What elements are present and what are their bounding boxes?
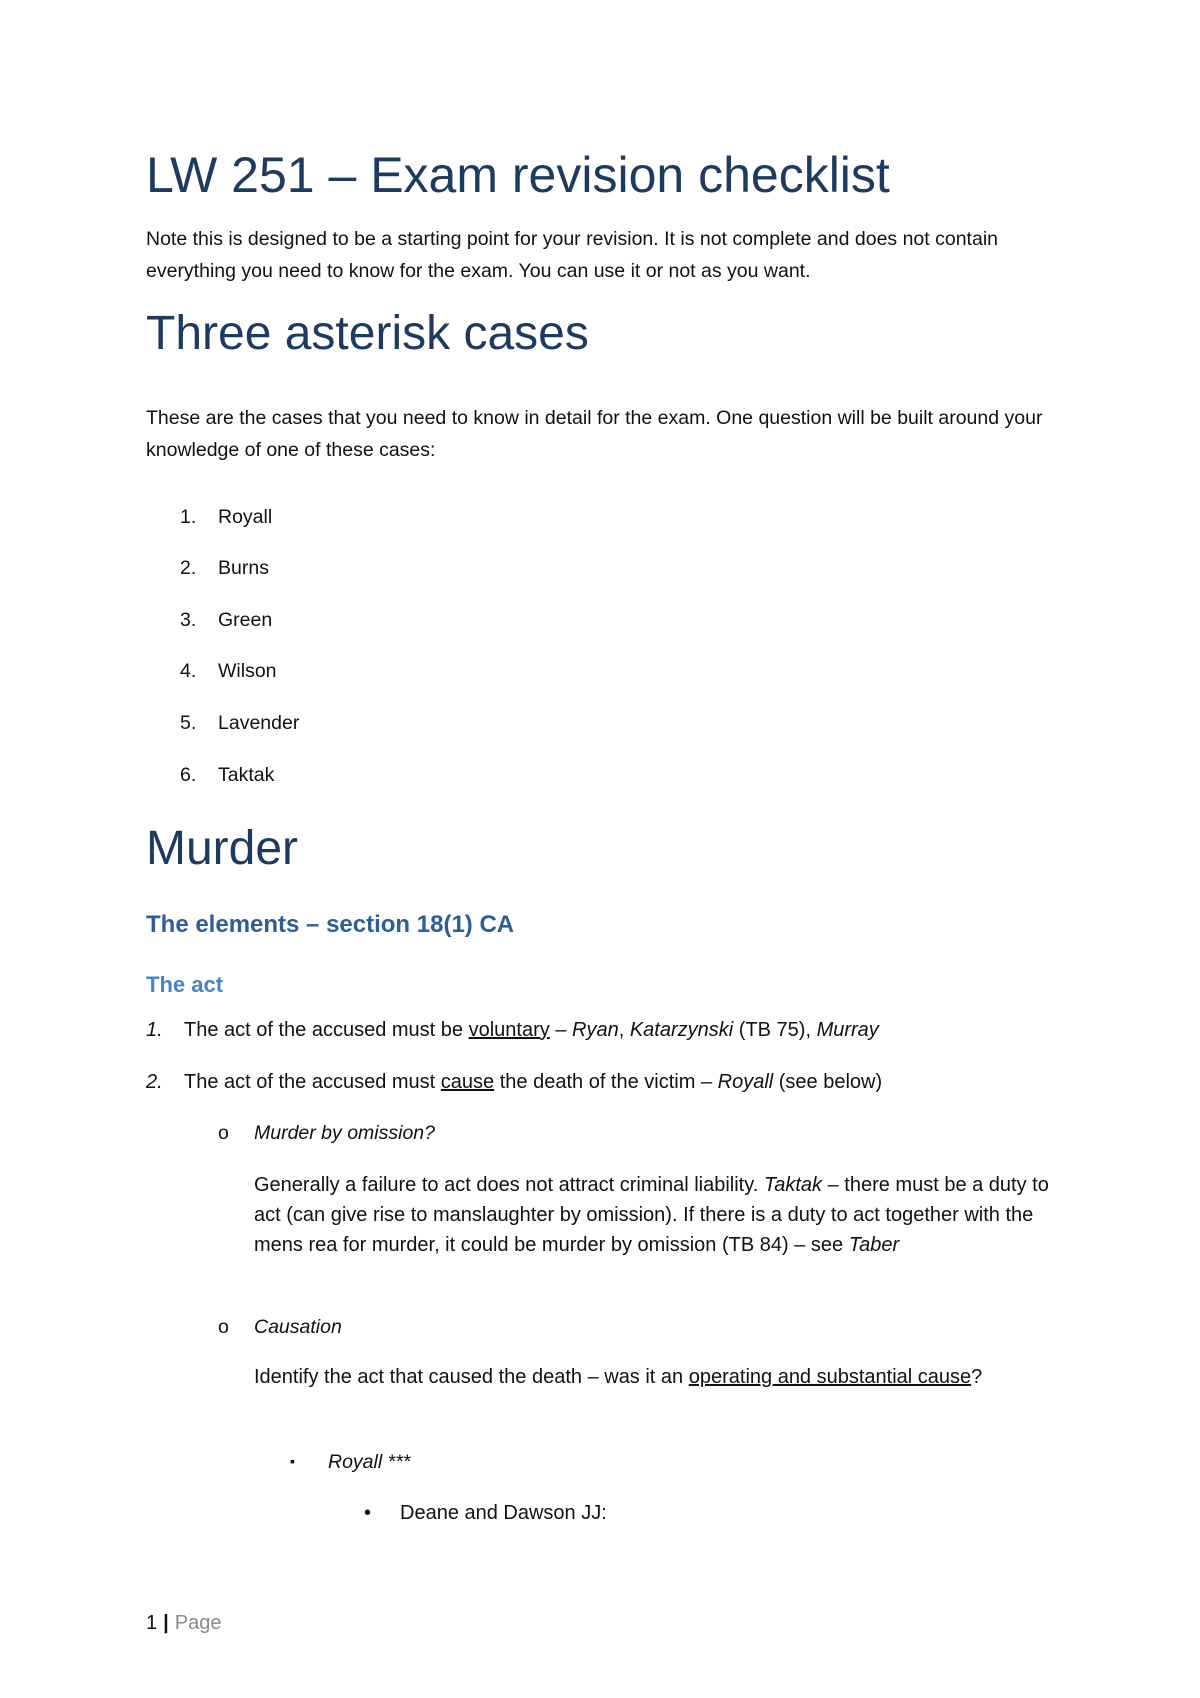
paragraph-text: Identify the act that caused the death – was it an [254, 1366, 689, 1388]
heading-murder: Murder [146, 822, 299, 875]
bullet-deane-dawson [364, 1500, 607, 1526]
case-taber: Taber [848, 1234, 900, 1256]
footer-separator: | [163, 1612, 169, 1634]
sub-sub-bullet-royall [290, 1448, 410, 1475]
omission-label: Murder by omission? [254, 1122, 435, 1144]
list-number: 5. [180, 712, 197, 734]
square-bullet-icon: ▪ [290, 1453, 295, 1469]
sub-bullet-causation [218, 1314, 342, 1340]
list-item [180, 658, 277, 684]
key-term-operating-substantial-cause: operating and substantial cause [688, 1366, 972, 1388]
list-number: 4. [180, 660, 197, 682]
list-number: 2. [146, 1071, 163, 1093]
item-text: – [549, 1019, 573, 1041]
case-royall: Royall [717, 1071, 774, 1093]
item-text: The act of the accused must [184, 1071, 441, 1093]
list-item [180, 762, 274, 788]
subheading-elements: The elements – section 18(1) CA [146, 911, 515, 938]
omission-paragraph [254, 1170, 1054, 1260]
page-number: 1 [146, 1612, 158, 1634]
sub-bullet-omission [218, 1120, 435, 1146]
list-item [180, 710, 299, 736]
case-name: Lavender [218, 712, 300, 734]
list-item [180, 504, 272, 530]
list-item [180, 555, 269, 581]
heading-three-asterisk-cases: Three asterisk cases [146, 307, 589, 360]
list-number: 1. [146, 1019, 163, 1041]
list-item [180, 607, 272, 633]
list-number: 6. [180, 764, 197, 786]
intro-paragraph: Note this is designed to be a starting point for your revision. It is not complete and does not contain everything you need to know for the exam. You can use it or not as you want. [146, 228, 998, 282]
list-number: 1. [180, 506, 197, 528]
case-name: Wilson [218, 660, 277, 682]
case-name: Royall [218, 506, 273, 528]
act-item-cause [146, 1069, 882, 1095]
list-number: 3. [180, 609, 197, 631]
dot-bullet-icon: • [364, 1502, 372, 1524]
royall-label: Royall *** [328, 1451, 411, 1473]
case-ryan: Ryan [572, 1019, 619, 1041]
item-text: (see below) [773, 1071, 883, 1093]
causation-label: Causation [254, 1316, 342, 1338]
case-katarzynski: Katarzynski [629, 1019, 734, 1041]
paragraph-text: Generally a failure to act does not attract criminal liability. [254, 1174, 764, 1196]
paragraph-text: ? [971, 1366, 983, 1388]
item-text: The act of the accused must be [184, 1019, 469, 1041]
deane-label: Deane and Dawson JJ: [400, 1502, 607, 1524]
paragraph-text: – there must be a duty to act (can give rise to manslaughter by omission). If there is a duty to act together with the mens rea for murder, it could be murder by omission (TB 84) – see [254, 1174, 1049, 1256]
item-text: , [618, 1019, 630, 1041]
list-number: 2. [180, 557, 197, 579]
page-label: Page [174, 1612, 222, 1634]
case-name: Burns [218, 557, 269, 579]
case-murray: Murray [816, 1019, 879, 1041]
circle-bullet-icon: o [218, 1316, 229, 1338]
item-text: (TB 75), [733, 1019, 817, 1041]
circle-bullet-icon: o [218, 1122, 229, 1144]
document-title: LW 251 – Exam revision checklist [146, 147, 890, 203]
key-term-cause: cause [440, 1071, 495, 1093]
case-name: Green [218, 609, 273, 631]
key-term-voluntary: voluntary [468, 1019, 550, 1041]
case-name: Taktak [218, 764, 275, 786]
item-text: the death of the victim – [494, 1071, 718, 1093]
asterisk-intro-paragraph: These are the cases that you need to know in detail for the exam. One question will be built around your knowledge of one of these cases: [146, 407, 1043, 461]
act-item-voluntary [146, 1017, 879, 1043]
case-taktak: Taktak [763, 1174, 823, 1196]
causation-paragraph [254, 1362, 1054, 1392]
page-footer [146, 1610, 221, 1636]
subheading-the-act: The act [146, 972, 224, 997]
